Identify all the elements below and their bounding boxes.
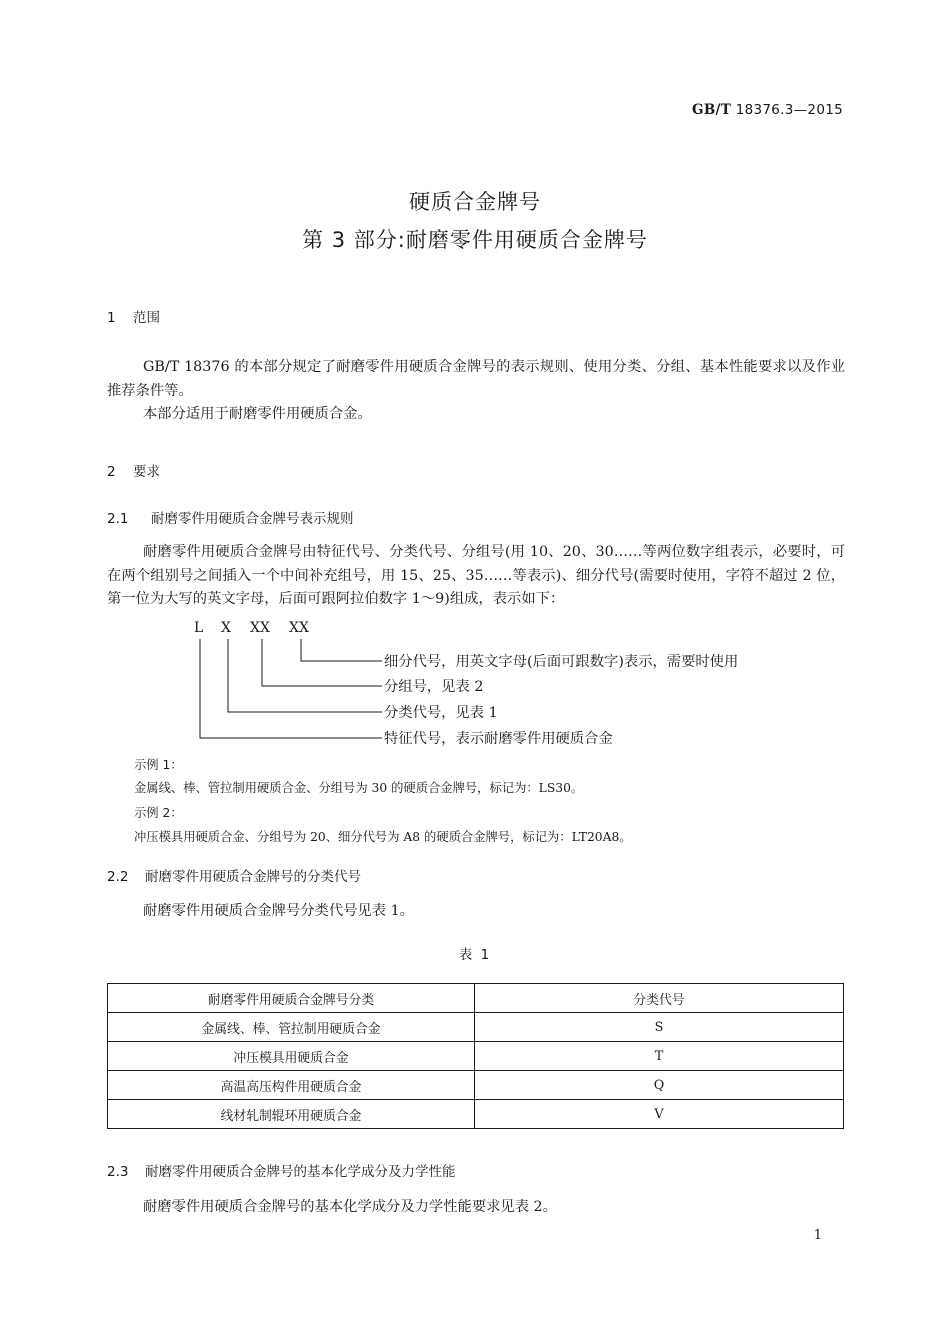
section-2-3-heading — [107, 1160, 456, 1180]
standard-number: 18376.3—2015 — [735, 102, 843, 118]
table-cell: 冲压模具用硬质合金 — [108, 1042, 475, 1071]
section-2-heading — [107, 460, 160, 480]
section-title: 耐磨零件用硬质合金牌号的分类代号 — [145, 869, 361, 885]
section-number: 2.3 — [107, 1164, 129, 1180]
table-header-row — [108, 984, 844, 1013]
example-2-text: 冲压模具用硬质合金、分组号为 20、细分代号为 A8 的硬质合金牌号，标记为：LT20A8。 — [134, 830, 632, 844]
section-number: 2.2 — [107, 869, 129, 885]
section-title: 耐磨零件用硬质合金牌号表示规则 — [151, 511, 354, 527]
section-title: 耐磨零件用硬质合金牌号的基本化学成分及力学性能 — [145, 1164, 456, 1180]
paragraph: GB/T 18376 的本部分规定了耐磨零件用硬质合金牌号的表示规则、使用分类、分组、基本性能要求以及作业推荐条件等。 — [107, 359, 845, 399]
table-cell: T — [475, 1042, 844, 1071]
standard-code — [692, 102, 843, 118]
table-header-cell: 耐磨零件用硬质合金牌号分类 — [108, 984, 475, 1013]
diagram-label-feature: 特征代号，表示耐磨零件用硬质合金 — [384, 731, 613, 747]
leader-line-group — [262, 639, 382, 686]
section-2-1-heading — [107, 507, 354, 527]
document-subtitle: 第 3 部分:耐磨零件用硬质合金牌号 — [302, 228, 648, 252]
table-header-cell: 分类代号 — [475, 984, 844, 1013]
section-title: 范围 — [133, 310, 160, 326]
classification-table — [107, 983, 844, 1129]
paragraph: 耐磨零件用硬质合金牌号的基本化学成分及力学性能要求见表 2。 — [143, 1199, 557, 1215]
leader-line-subdivision — [301, 639, 382, 661]
section-1-heading — [107, 306, 160, 326]
table-row — [108, 1042, 844, 1071]
table-row — [108, 1013, 844, 1042]
section-title: 要求 — [133, 464, 160, 480]
example-2-label: 示例 2： — [134, 806, 183, 820]
section-1-body — [107, 356, 845, 427]
table-cell: V — [475, 1100, 844, 1129]
section-2-2-heading — [107, 865, 361, 885]
section-number: 2 — [107, 464, 116, 480]
paragraph: 本部分适用于耐磨零件用硬质合金。 — [143, 406, 372, 422]
table-cell: Q — [475, 1071, 844, 1100]
example-1-label: 示例 1： — [134, 758, 183, 772]
section-2-3-body — [107, 1196, 845, 1220]
table-cell: S — [475, 1013, 844, 1042]
table-1-caption: 表 1 — [458, 947, 492, 963]
document-title: 硬质合金牌号 — [409, 190, 541, 214]
leader-line-feature — [200, 639, 382, 738]
section-2-1-body — [107, 541, 845, 612]
table-row — [108, 1100, 844, 1129]
code-L: L — [194, 620, 204, 636]
table-cell: 金属线、棒、管拉制用硬质合金 — [108, 1013, 475, 1042]
code-XX-group: XX — [250, 620, 270, 636]
table-row — [108, 1071, 844, 1100]
code-XX-subdivision: XX — [289, 620, 309, 636]
section-2-2-body — [107, 900, 845, 924]
diagram-label-class: 分类代号，见表 1 — [384, 705, 498, 721]
standard-prefix: GB/T — [691, 102, 732, 118]
paragraph: 耐磨零件用硬质合金牌号分类代号见表 1。 — [143, 903, 414, 919]
diagram-label-group: 分组号，见表 2 — [384, 679, 484, 695]
diagram-label-subdivision: 细分代号，用英文字母(后面可跟数字)表示，需要时使用 — [384, 654, 739, 670]
section-number: 2.1 — [107, 511, 129, 527]
code-X: X — [221, 620, 231, 636]
page-number: 1 — [813, 1228, 822, 1243]
leader-line-class — [228, 639, 382, 712]
section-number: 1 — [107, 310, 116, 326]
table-cell: 高温高压构件用硬质合金 — [108, 1071, 475, 1100]
table-cell: 线材轧制辊环用硬质合金 — [108, 1100, 475, 1129]
example-1-text: 金属线、棒、管拉制用硬质合金、分组号为 30 的硬质合金牌号，标记为：LS30。 — [134, 781, 584, 795]
paragraph: 耐磨零件用硬质合金牌号由特征代号、分类代号、分组号(用 10、20、30……等两位数字组表示，必要时，可在两个组别号之间插入一个中间补充组号，用 15、25、35……等表示)、细分代号(需要时使用，字符不超过 2 位，第一位为大写的英文字母，后面可跟阿拉伯数字 1～9)组成，表示如下： — [107, 544, 845, 607]
